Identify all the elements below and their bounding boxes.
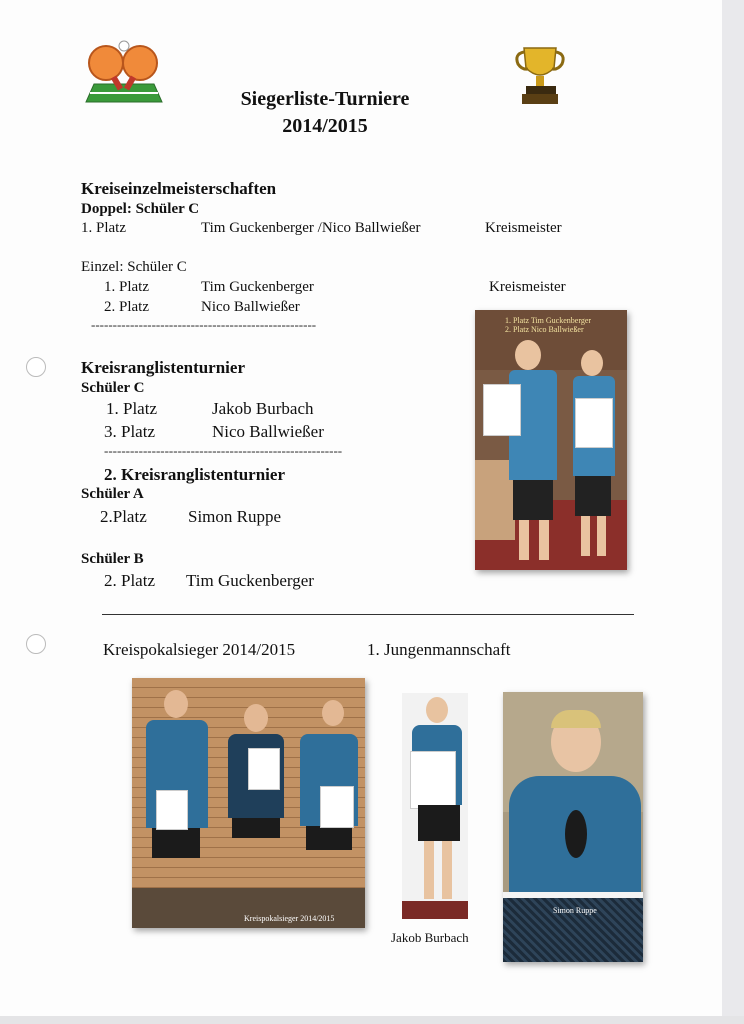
scan-edge [722,0,744,1024]
photo-team-kreispokalsieger [132,678,365,928]
scan-bottom-edge [0,1016,744,1024]
section-heading-kreiseinzelmeisterschaften: Kreiseinzelmeisterschaften [81,179,277,198]
schueler-a-place: 2.Platz [100,507,147,526]
einzel-place-2: 2. Platz [104,299,149,315]
table-tennis-logo [84,38,164,106]
team-photo-caption: Kreispokalsieger 2014/2015 [244,914,335,923]
section-divider-line [102,614,634,615]
schueler-b-name: Tim Guckenberger [186,571,314,590]
page-title-line2: 2014/2015 [282,115,368,137]
section-heading-2-kreisranglistenturnier: 2. Kreisranglistenturnier [104,465,285,484]
photo-jakob-burbach [402,693,468,919]
doppel-title: Kreismeister [485,220,562,236]
schueler-a-name: Simon Ruppe [188,507,282,526]
einzel-label: Einzel: Schüler C [81,259,187,275]
rangliste-name-1: Jakob Burbach [212,399,314,418]
einzel-title-1: Kreismeister [489,279,566,295]
divider-1: ---------------------------------------------------- [91,317,317,332]
einzel-place-1: 1. Platz [104,279,149,295]
section-heading-kreisranglistenturnier: Kreisranglistenturnier [81,358,245,377]
divider-2: ------------------------------------------------------- [104,443,343,458]
kreispokalsieger-label: Kreispokalsieger 2014/2015 [103,640,296,659]
punch-hole-upper [26,357,46,377]
group-schueler-a: Schüler A [81,486,144,502]
schueler-b-place: 2. Platz [104,571,155,590]
einzel-name-2: Nico Ballwießer [201,299,300,315]
photo-overlay-line2: 2. Platz Nico Ballwießer [505,325,584,334]
photo-simon-ruppe [503,692,643,962]
rangliste-place-2: 3. Platz [104,422,155,441]
simon-caption: Simon Ruppe [553,906,597,915]
group-schueler-b: Schüler B [81,551,144,567]
rangliste-name-2: Nico Ballwießer [212,422,324,441]
jungenmannschaft-label: 1. Jungenmannschaft [367,640,511,659]
jakob-caption: Jakob Burbach [391,930,469,945]
page-title-line1: Siegerliste-Turniere [240,88,410,110]
trophy-icon [514,42,566,108]
group-schueler-c: Schüler C [81,380,145,396]
doppel-place: 1. Platz [81,220,126,236]
photo-overlay-line1: 1. Platz Tim Guckenberger [505,316,592,325]
photo-schueler-c-winners [475,310,627,570]
doppel-names: Tim Guckenberger /Nico Ballwießer [201,220,421,236]
rangliste-place-1: 1. Platz [106,399,157,418]
doppel-label: Doppel: Schüler C [81,201,200,217]
punch-hole-lower [26,634,46,654]
einzel-name-1: Tim Guckenberger [201,279,314,295]
